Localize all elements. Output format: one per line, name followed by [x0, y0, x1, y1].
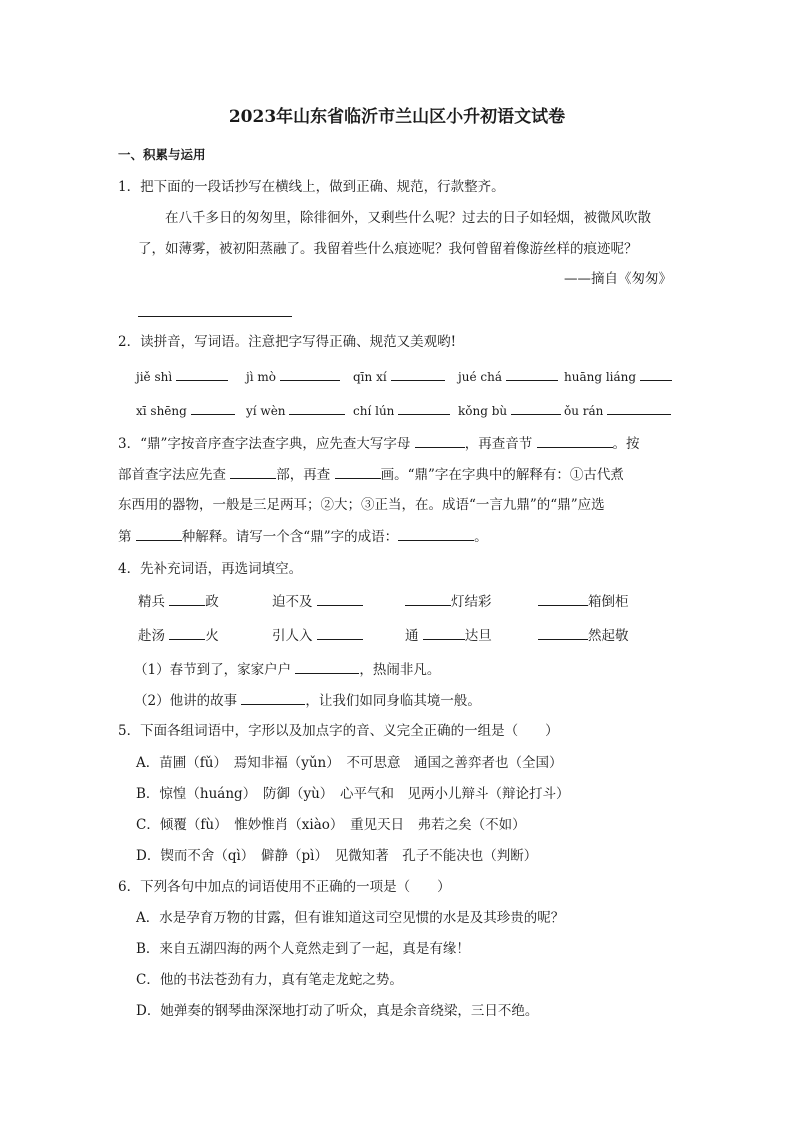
q5-option-c[interactable]: C．倾覆（fù） 惟妙惟肖（xiào） 重见天日 弗若之矣（不如） [136, 817, 526, 833]
q3-text: 部首查字法应先查 [118, 467, 226, 483]
pinyin: chí lún [353, 404, 395, 418]
q6-option-b[interactable]: B．来自五湖四海的两个人竟然走到了一起，真是有缘！ [136, 941, 470, 957]
pinyin: yí wèn [246, 404, 286, 418]
idiom-item [405, 626, 492, 645]
q3-line1 [118, 434, 640, 453]
q4-sentence2 [134, 691, 481, 710]
q5-option-d[interactable]: D．锲而不舍（qì） 僻静（pì） 见微知著 孔子不能决也（判断） [136, 848, 538, 864]
exam-title: 2023年山东省临沂市兰山区小升初语文试卷 [228, 107, 566, 127]
answer-blank[interactable] [169, 592, 205, 606]
idiom-item [405, 592, 492, 611]
answer-blank[interactable] [511, 401, 561, 415]
idiom-prefix: 引人入 [272, 628, 313, 644]
answer-blank[interactable] [335, 465, 381, 479]
answer-blank[interactable] [398, 527, 474, 541]
idiom-prefix: 通 [405, 628, 419, 644]
answer-blank[interactable] [317, 592, 363, 606]
pinyin: xī shēng [136, 404, 187, 418]
pinyin: jué chá [458, 370, 502, 384]
pinyin: jiě shì [136, 370, 173, 384]
q1-stem: 1．把下面的一段话抄写在横线上，做到正确、规范，行款整齐。 [118, 179, 505, 195]
pinyin-item [353, 367, 445, 386]
idiom-prefix: 迫不及 [272, 594, 313, 610]
q4-text: （1）春节到了，家家户户 [134, 662, 292, 678]
answer-blank[interactable] [289, 401, 345, 415]
idiom-suffix: 灯结彩 [451, 594, 492, 610]
answer-blank[interactable] [241, 691, 305, 705]
q3-text: 3．“鼎”字按音序查字法查字典，应先查大写字母 [118, 436, 411, 452]
answer-blank[interactable] [280, 367, 340, 381]
pinyin-item [458, 367, 558, 386]
idiom-suffix: 箱倒柜 [588, 594, 629, 610]
q4-stem: 4．先补充词语，再选词填空。 [118, 561, 303, 577]
answer-blank[interactable] [169, 626, 205, 640]
answer-blank[interactable] [415, 434, 465, 448]
answer-blank[interactable] [538, 592, 588, 606]
pinyin: jì mò [246, 370, 276, 384]
q4-text: ，热闹非凡。 [359, 662, 441, 678]
pinyin-item [564, 367, 672, 386]
q1-answer-line[interactable] [138, 316, 292, 317]
answer-blank[interactable] [230, 465, 276, 479]
answer-blank[interactable] [405, 592, 451, 606]
idiom-item [138, 592, 219, 611]
section-heading: 一、积累与运用 [118, 147, 206, 162]
pinyin-item [246, 401, 345, 420]
q1-source: ——摘自《匆匆》 [564, 271, 672, 287]
q3-text: 种解释。请写一个含“鼎”字的成语： [181, 529, 399, 545]
answer-blank[interactable] [136, 527, 182, 541]
pinyin-item [246, 367, 340, 386]
pinyin-item [136, 367, 228, 386]
pinyin: huāng liáng [564, 370, 637, 384]
q1-passage-line1: 在八千多日的匆匆里，除徘徊外，又剩些什么呢？过去的日子如轻烟，被微风吹散 [165, 210, 651, 226]
pinyin-item [353, 401, 450, 420]
q3-text: 画。“鼎”字在字典中的解释有：①古代煮 [380, 467, 624, 483]
q2-stem: 2．读拼音，写词语。注意把字写得正确、规范又美观哟! [118, 334, 457, 350]
answer-blank[interactable] [176, 367, 228, 381]
q3-text: ，再查音节 [464, 436, 533, 452]
pinyin-item [136, 401, 235, 420]
answer-blank[interactable] [317, 626, 363, 640]
pinyin: qīn xí [353, 370, 387, 384]
q3-line2 [118, 465, 624, 484]
pinyin-item [458, 401, 561, 420]
q4-text: ，让我们如同身临其境一般。 [305, 693, 481, 709]
q4-sentence1 [134, 660, 440, 679]
idiom-suffix: 然起敬 [588, 628, 629, 644]
pinyin: kǒng bù [458, 404, 508, 418]
pinyin-item [564, 401, 671, 420]
q6-option-d[interactable]: D．她弹奏的钢琴曲深深地打动了听众，真是余音绕梁，三日不绝。 [136, 1003, 539, 1019]
idiom-suffix: 火 [205, 628, 219, 644]
q6-stem: 6．下列各句中加点的词语使用不正确的一项是（ ） [118, 879, 451, 895]
idiom-prefix: 赴汤 [138, 628, 165, 644]
idiom-item [272, 592, 363, 611]
q5-stem: 5．下面各组词语中，字形以及加点字的音、义完全正确的一组是（ ） [118, 723, 559, 739]
q6-option-c[interactable]: C．他的书法苍劲有力，真有笔走龙蛇之势。 [136, 972, 403, 988]
idiom-suffix: 政 [205, 594, 219, 610]
q4-text: （2）他讲的故事 [134, 693, 238, 709]
answer-blank[interactable] [398, 401, 450, 415]
q3-line4 [118, 527, 488, 546]
answer-blank[interactable] [538, 626, 588, 640]
answer-blank[interactable] [423, 626, 465, 640]
q5-option-b[interactable]: B．惊惶（huáng） 防御（yù） 心平气和 见两小儿辩斗（辩论打斗） [136, 786, 570, 802]
idiom-prefix: 精兵 [138, 594, 165, 610]
q3-text: 。 [474, 529, 488, 545]
idiom-item [538, 626, 629, 645]
q6-option-a[interactable]: A．水是孕育万物的甘露，但有谁知道这司空见惯的水是及其珍贵的呢？ [136, 910, 565, 926]
q1-passage-line2: 了，如薄雾，被初阳蒸融了。我留着些什么痕迹呢？我何曾留着像游丝样的痕迹呢？ [138, 241, 638, 257]
answer-blank[interactable] [607, 401, 671, 415]
q3-text: 。按 [612, 436, 640, 452]
q3-text: 部，再查 [276, 467, 331, 483]
idiom-item [538, 592, 629, 611]
q3-line3: 东西用的器物，一般是三足两耳；②大；③正当，在。成语“一言九鼎”的“鼎”应选 [118, 497, 605, 513]
answer-blank[interactable] [295, 660, 359, 674]
answer-blank[interactable] [191, 401, 235, 415]
q3-text: 第 [118, 529, 132, 545]
idiom-suffix: 达旦 [464, 628, 492, 644]
answer-blank[interactable] [640, 367, 672, 381]
answer-blank[interactable] [506, 367, 558, 381]
q5-option-a[interactable]: A．苗圃（fǔ） 焉知非福（yǔn） 不可思意 通国之善弈者也（全国） [136, 755, 563, 771]
pinyin: ǒu rán [564, 404, 604, 418]
answer-blank[interactable] [537, 434, 613, 448]
idiom-item [138, 626, 219, 645]
idiom-item [272, 626, 363, 645]
answer-blank[interactable] [391, 367, 445, 381]
